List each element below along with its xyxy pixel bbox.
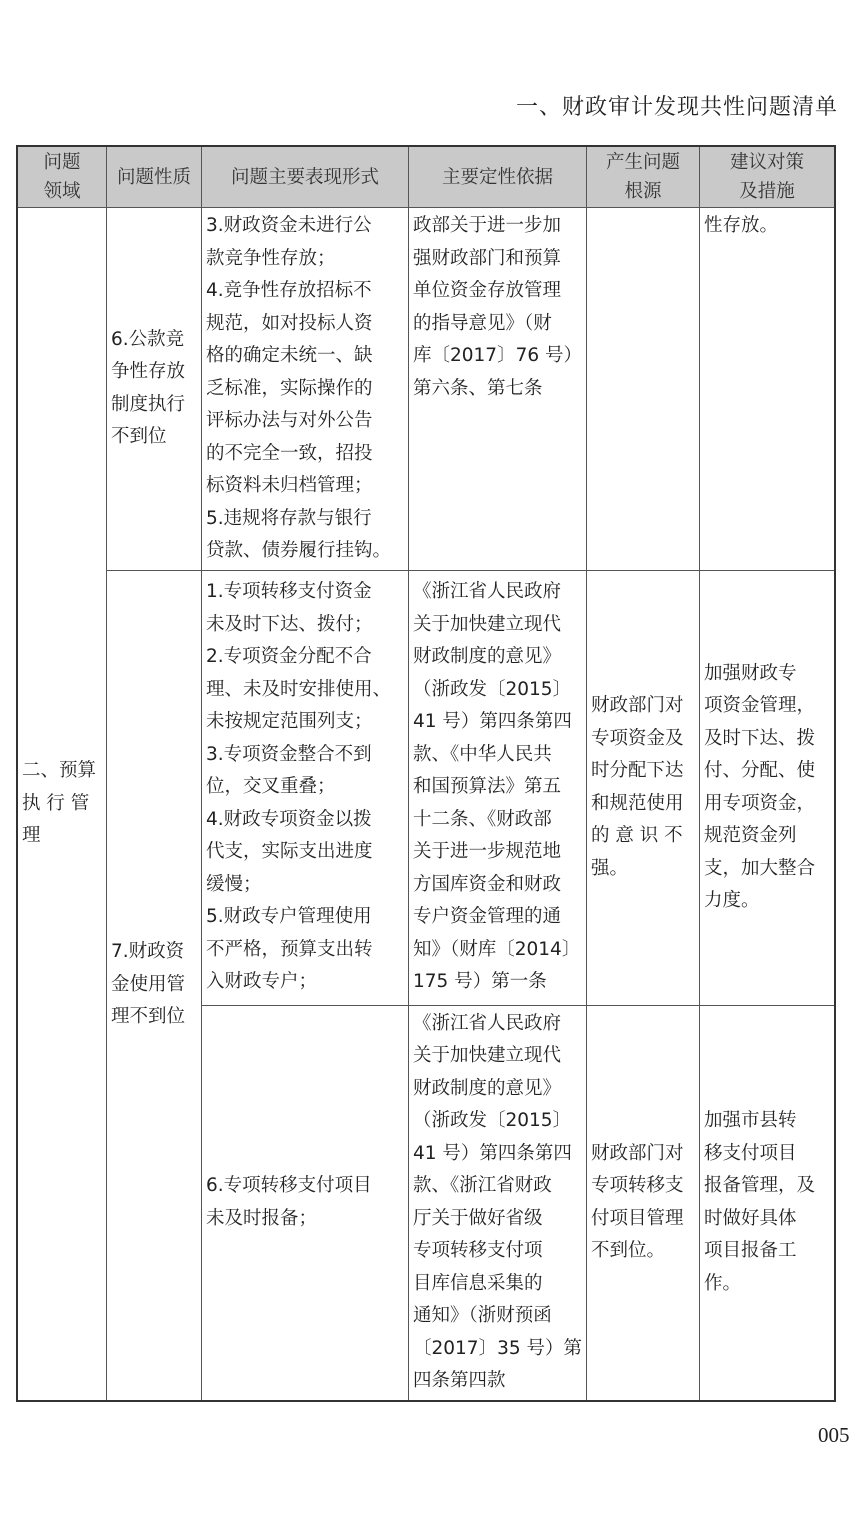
header-cause: 产生问题 根源 [587, 146, 700, 208]
issues-table [16, 145, 836, 1402]
cell-measure: 性存放。 [700, 208, 836, 571]
cell-nature: 6.公款竞 争性存放 制度执行 不到位 [107, 208, 202, 571]
header-basis: 主要定性依据 [409, 146, 587, 208]
cell-area: 二、预算 执 行 管 理 [17, 208, 107, 1401]
cell-cause: 财政部门对 专项转移支 付项目管理 不到位。 [587, 1005, 700, 1401]
cell-basis: 《浙江省人民政府 关于加快建立现代 财政制度的意见》 （浙政发〔2015〕 41 号）第四条第四 款、《浙江省财政 厅关于做好省级 专项转移支付项 目库信息采集的 通知》（浙财预函 〔2017〕35 号）第 四条第四款 [409, 1005, 587, 1401]
cell-basis: 《浙江省人民政府 关于加快建立现代 财政制度的意见》 （浙政发〔2015〕 41 号）第四条第四 款、《中华人民共 和国预算法》第五 十二条、《财政部 关于进一步规范地 方国库资金和财政 专户资金管理的通 知》（财库〔2014〕 175 号）第一条 [409, 570, 587, 1005]
table-row [17, 570, 835, 1005]
cell-cause [587, 208, 700, 571]
cell-measure: 加强市县转 移支付项目 报备管理，及 时做好具体 项目报备工 作。 [700, 1005, 836, 1401]
table-header-row [17, 146, 835, 208]
cell-measure: 加强财政专 项资金管理， 及时下达、拨 付、分配、使 用专项资金， 规范资金列 支，加大整合 力度。 [700, 570, 836, 1005]
cell-basis: 政部关于进一步加 强财政部门和预算 单位资金存放管理 的指导意见》（财 库〔2017〕76 号） 第六条、第七条 [409, 208, 587, 571]
cell-form: 6.专项转移支付项目 未及时报备； [202, 1005, 409, 1401]
cell-cause: 财政部门对 专项资金及 时分配下达 和规范使用 的 意 识 不 强。 [587, 570, 700, 1005]
table-row [17, 208, 835, 571]
header-form: 问题主要表现形式 [202, 146, 409, 208]
cell-nature: 7.财政资 金使用管 理不到位 [107, 570, 202, 1401]
cell-form: 3.财政资金未进行公 款竞争性存放； 4.竞争性存放招标不 规范，如对投标人资 格的确定未统一、缺 乏标准，实际操作的 评标办法与对外公告 的不完全一致，招投 标资料未归档管理； 5.违规将存款与银行 贷款、债券履行挂钩。 [202, 208, 409, 571]
cell-form: 1.专项转移支付资金 未及时下达、拨付； 2.专项资金分配不合 理、未及时安排使用、 未按规定范围列支； 3.专项资金整合不到 位，交叉重叠； 4.财政专项资金以拨 代支，实际支出进度 缓慢； 5.财政专户管理使用 不严格，预算支出转 入财政专户； [202, 570, 409, 1005]
section-heading: 一、财政审计发现共性问题清单 [515, 95, 838, 120]
page-number: 005 [818, 1423, 850, 1447]
header-nature: 问题性质 [107, 146, 202, 208]
header-measure: 建议对策 及措施 [700, 146, 836, 208]
header-area: 问题 领域 [17, 146, 107, 208]
